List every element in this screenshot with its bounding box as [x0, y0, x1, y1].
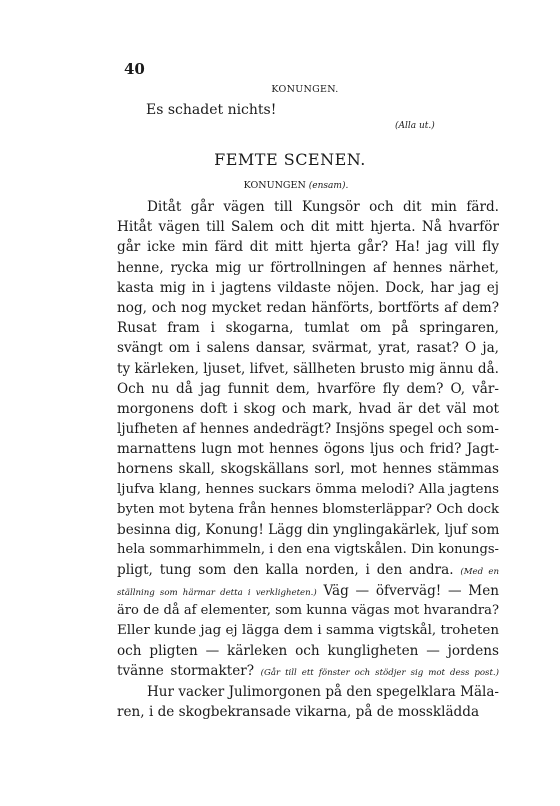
- line-text: hornens skall, skogskällans sorl, mot hennes stämmas: [117, 461, 499, 478]
- line-text: Väg — öfverväg! — Men: [323, 582, 499, 599]
- line-text: marnattens lugn mot hennes ögons ljus och frid? Jagt-: [117, 441, 499, 458]
- text-line: [117, 217, 499, 237]
- line-text: ljufheten af hennes andedrägt? Insjöns spegel och som-: [117, 421, 499, 438]
- line-text: pligt, tung som den kalla norden, i den andra.: [117, 562, 454, 579]
- line-text: besinna dig, Konung! Lägg din ynglingakärlek, ljuf som: [117, 522, 500, 538]
- text-line: [117, 500, 499, 520]
- text-line: [117, 621, 499, 641]
- speaker-direction: (ensam).: [308, 181, 349, 191]
- line-text: Hitåt vägen till Salem och dit mitt hjerta. Nå hvarför: [117, 219, 499, 236]
- line-text: äro de då af elementer, som kunna vägas mot hvarandra?: [117, 602, 499, 618]
- stage-direction: ställning som härmar detta i verkligheten.): [117, 587, 317, 598]
- stage-direction: (Med en: [460, 567, 499, 578]
- line-text: Rusat fram i skogarna, tumlat om på springaren,: [117, 320, 499, 337]
- text-line: [117, 197, 499, 217]
- text-line: [117, 419, 499, 439]
- text-line: [117, 338, 499, 358]
- text-line: [117, 641, 499, 661]
- stage-direction: (Går till ett fönster och stödjer sig mot dess post.): [260, 668, 499, 679]
- text-line: [117, 480, 499, 500]
- stage-direction-exit: (Alla ut.): [395, 121, 435, 131]
- line-text: och pligten — kärleken och kungligheten — jordens: [117, 643, 499, 660]
- scene-title: FEMTE SCENEN.: [214, 150, 366, 169]
- text-line: [117, 399, 499, 419]
- text-line: [117, 439, 499, 459]
- text-line: [117, 359, 499, 379]
- page-number: 40: [124, 60, 145, 78]
- line-text: Eller kunde jag ej lägga dem i samma vigtskål, troheten: [117, 622, 499, 638]
- text-line: [117, 560, 499, 580]
- text-line: [117, 520, 499, 540]
- line-text: tvänne stormakter?: [117, 663, 255, 680]
- text-line: [117, 237, 499, 257]
- speaker-name: KONUNGEN: [243, 180, 306, 191]
- text-line: [117, 661, 499, 681]
- line-text: morgonens doft i skog och mark, hvad är det väl mot: [117, 400, 499, 417]
- line-text: Hur vacker Julimorgonen på den spegelklara Mäla-: [147, 683, 499, 700]
- line-text: nog, och nog mycket redan hänförts, bortförts af dem?: [117, 299, 499, 316]
- text-line: [117, 540, 499, 560]
- text-line: [117, 258, 499, 278]
- dialogue-line: Es schadet nichts!: [146, 102, 277, 118]
- speaker-heading: [0, 180, 560, 191]
- text-line: [117, 601, 499, 621]
- text-line: [117, 298, 499, 318]
- monologue-text: [117, 197, 499, 722]
- line-text: Ditåt går vägen till Kungsör och dit min färd.: [147, 199, 499, 215]
- line-text: hela sommarhimmeln, i den ena vigtskålen. Din konungs-: [117, 542, 499, 558]
- line-text: ren, i de skogbekransade vikarna, på de mossklädda: [117, 703, 480, 720]
- text-line: [117, 581, 499, 601]
- text-line: [117, 682, 499, 702]
- text-line: [117, 702, 499, 722]
- line-text: går icke min färd dit mitt hjerta går? Ha! jag vill fly: [117, 239, 499, 256]
- line-text: henne, rycka mig ur förtrollningen af hennes närhet,: [117, 259, 499, 276]
- line-text: ty kärleken, ljuset, lifvet, sällheten brusto mig ännu då.: [117, 360, 499, 377]
- line-text: ljufva klang, hennes suckars ömma melodi? Alla jagtens: [117, 481, 499, 497]
- line-text: kasta mig in i jagtens vildaste nöjen. Dock, har jag ej: [117, 279, 499, 296]
- running-head: KONUNGEN.: [271, 84, 339, 95]
- text-line: [117, 278, 499, 298]
- line-text: byten mot bytena från hennes blomsterläppar? Och dock: [117, 501, 499, 517]
- text-line: [117, 459, 499, 479]
- text-line: [117, 318, 499, 338]
- text-line: [117, 379, 499, 399]
- line-text: Och nu då jag funnit dem, hvarföre fly dem? O, vår-: [117, 380, 499, 397]
- line-text: svängt om i salens dansar, svärmat, yrat, rasat? O ja,: [117, 340, 499, 357]
